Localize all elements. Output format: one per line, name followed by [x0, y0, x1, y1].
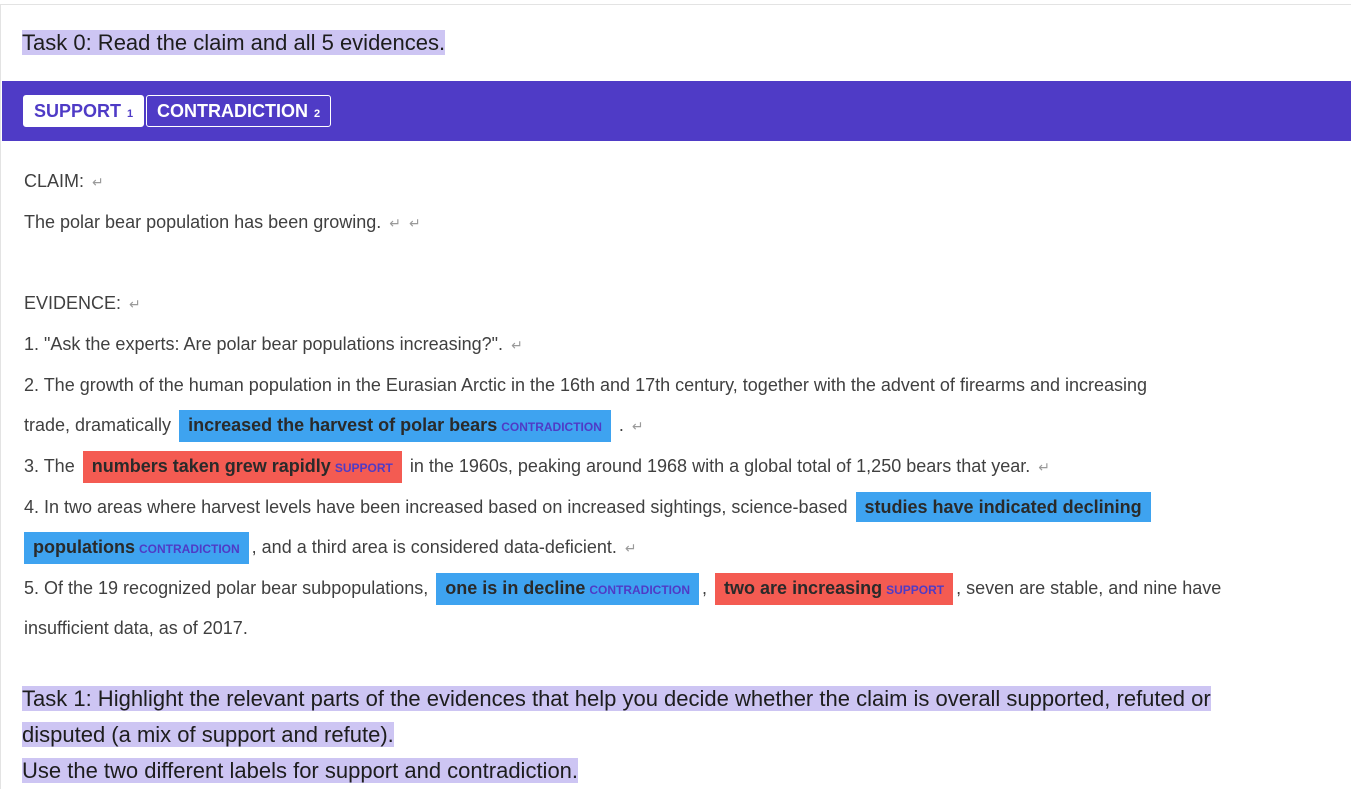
contradiction-label-button[interactable]	[146, 95, 331, 127]
evidence-5-text-b: , seven are stable, and nine have	[956, 578, 1222, 598]
return-icon: ↵	[92, 174, 104, 190]
highlight-text: populations	[33, 537, 135, 557]
return-icon: ↵	[1038, 459, 1051, 475]
evidence-4-text-b: , and a third area is considered data-deficient.	[251, 537, 617, 557]
highlight-text: numbers taken grew rapidly	[91, 456, 331, 476]
evidence-2-line-2	[24, 405, 1324, 446]
evidence-2-text-b: trade, dramatically	[24, 415, 172, 435]
annotation-document[interactable]	[24, 161, 1324, 648]
left-border	[0, 4, 1, 789]
claim-heading-line	[24, 161, 1324, 202]
contradiction-tag: CONTRADICTION	[589, 583, 691, 597]
evidence-2-text-c: .	[618, 415, 624, 435]
support-shortcut-key: 1	[127, 108, 134, 120]
evidence-5-separator: ,	[702, 578, 708, 598]
support-highlight[interactable]	[83, 451, 402, 483]
evidence-2-text-a: 2. The growth of the human population in the Eurasian Arctic in the 16th and 17th century, together with the advent of firearms and increasing	[24, 375, 1148, 395]
evidence-5-text-a: 5. Of the 19 recognized polar bear subpopulations,	[24, 578, 429, 598]
evidence-1-text: 1. "Ask the experts: Are polar bear populations increasing?".	[24, 334, 504, 354]
contradiction-highlight[interactable]	[436, 573, 699, 605]
task-1-line-2: disputed (a mix of support and refute).	[22, 722, 394, 747]
evidence-5-line-2	[24, 608, 1324, 648]
return-icon: ↵	[129, 296, 141, 312]
contradiction-label-text: CONTRADICTION	[157, 101, 308, 121]
claim-text-line	[24, 202, 1324, 243]
top-border	[0, 4, 1351, 5]
evidence-heading-line	[24, 283, 1324, 324]
evidence-4-line-2	[24, 527, 1324, 568]
evidence-3-text-a: 3. The	[24, 456, 75, 476]
highlight-text: one is in decline	[445, 578, 586, 598]
support-tag: SUPPORT	[886, 583, 945, 597]
evidence-heading: EVIDENCE:	[24, 293, 122, 313]
highlight-text: increased the harvest of polar bears	[188, 415, 498, 435]
contradiction-tag: CONTRADICTION	[501, 420, 602, 434]
contradiction-highlight[interactable]	[856, 492, 1151, 522]
task-1-line-1: Task 1: Highlight the relevant parts of the evidences that help you decide whether the claim is overall supported, refuted or	[22, 686, 1211, 711]
return-icon: ↵	[389, 215, 401, 231]
evidence-5-line-1	[24, 568, 1324, 608]
contradiction-shortcut-key: 2	[314, 108, 321, 120]
contradiction-highlight[interactable]	[24, 532, 249, 564]
task-1-instruction	[22, 681, 1322, 789]
contradiction-tag: CONTRADICTION	[139, 542, 240, 556]
evidence-2-line-1	[24, 365, 1324, 405]
return-icon: ↵	[408, 215, 421, 231]
highlight-text: two are increasing	[724, 578, 883, 598]
evidence-5-text-c: insufficient data, as of 2017.	[24, 618, 248, 638]
task-0-text: Task 0: Read the claim and all 5 evidences.	[22, 30, 446, 55]
support-tag: SUPPORT	[334, 461, 393, 475]
claim-text: The polar bear population has been growing.	[24, 212, 382, 232]
label-toolbar	[2, 81, 1351, 141]
support-label-text: SUPPORT	[34, 101, 122, 121]
return-icon: ↵	[511, 337, 523, 353]
return-icon: ↵	[624, 540, 637, 556]
task-0-instruction	[22, 25, 445, 61]
claim-heading: CLAIM:	[24, 171, 85, 191]
highlight-text: studies have indicated declining	[864, 497, 1142, 517]
task-1-line-3: Use the two different labels for support and contradiction.	[22, 758, 579, 783]
evidence-3-text-b: in the 1960s, peaking around 1968 with a global total of 1,250 bears that year.	[409, 456, 1031, 476]
support-highlight[interactable]	[715, 573, 953, 605]
evidence-4-line-1	[24, 487, 1324, 527]
evidence-3	[24, 446, 1324, 487]
evidence-1	[24, 324, 1324, 365]
return-icon: ↵	[631, 418, 644, 434]
evidence-4-text-a: 4. In two areas where harvest levels have been increased based on increased sightings, science-based	[24, 497, 848, 517]
support-label-button[interactable]	[23, 95, 144, 127]
contradiction-highlight[interactable]	[179, 410, 611, 442]
